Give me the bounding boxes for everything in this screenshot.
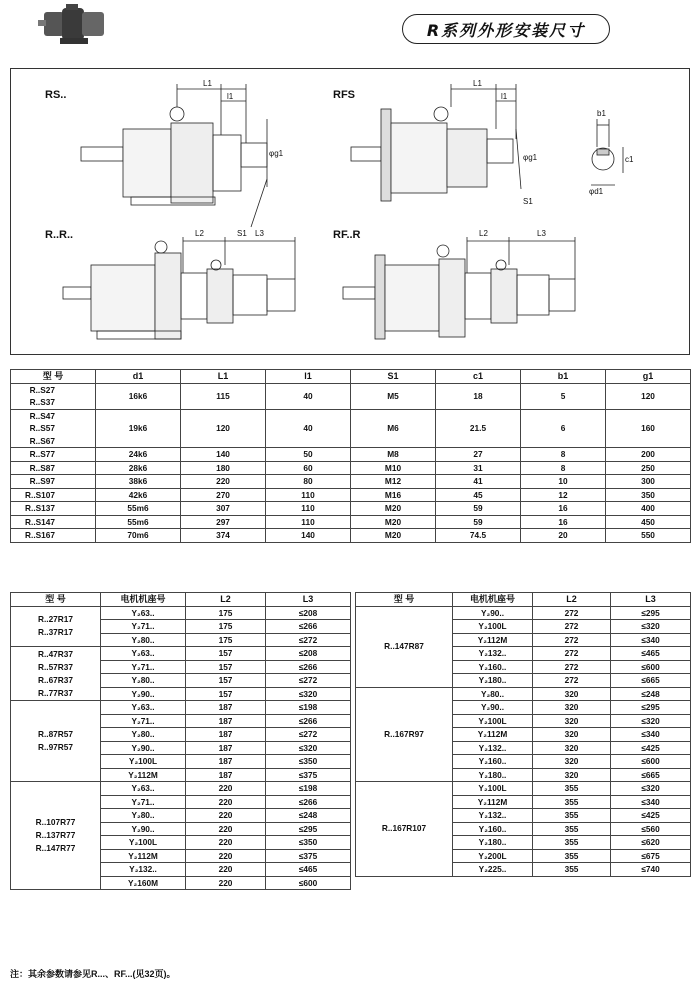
table-row <box>356 687 691 701</box>
l2-cell: 355 <box>533 849 611 863</box>
cell-b1: 16 <box>521 515 606 529</box>
model-cell <box>11 383 96 409</box>
cell-d1: 16k6 <box>96 383 181 409</box>
table-row <box>11 409 691 448</box>
table-header-cell: 型 号 <box>356 593 453 607</box>
l2-cell: 175 <box>186 633 266 647</box>
l2-cell: 187 <box>186 728 266 742</box>
table-row <box>356 606 691 620</box>
cell-d1: 55m6 <box>96 515 181 529</box>
label-rfs: RFS <box>333 89 355 101</box>
motor-frame-cell: Y₂63.. <box>101 647 186 661</box>
l3-cell: ≤600 <box>611 660 691 674</box>
cell-d1: 55m6 <box>96 502 181 516</box>
model-name: R..87R57 <box>37 729 74 739</box>
model-name: R..S57 <box>29 423 55 433</box>
cell-L1: 270 <box>181 488 266 502</box>
l3-cell: ≤208 <box>266 606 351 620</box>
motor-frame-cell: Y₂180.. <box>453 674 533 688</box>
motor-frame-cell: Y₂132.. <box>453 647 533 661</box>
l3-cell: ≤320 <box>611 714 691 728</box>
motor-frame-cell: Y₂90.. <box>453 701 533 715</box>
rr-gearbox-drawing <box>63 237 295 339</box>
l3-cell: ≤266 <box>266 795 351 809</box>
cell-l1: 140 <box>266 529 351 543</box>
motor-frame-cell: Y₂112M <box>453 795 533 809</box>
l3-cell: ≤198 <box>266 701 351 715</box>
motor-frame-cell: Y₂112M <box>101 768 186 782</box>
cell-L1: 115 <box>181 383 266 409</box>
cell-b1: 16 <box>521 502 606 516</box>
cell-b1: 8 <box>521 448 606 462</box>
label-rfr: RF..R <box>333 229 361 241</box>
l3-cell: ≤340 <box>611 633 691 647</box>
cell-g1: 200 <box>606 448 691 462</box>
model-name: R..S47 <box>29 410 55 421</box>
model-cell <box>11 606 101 647</box>
model-name: R..S137 <box>25 503 55 513</box>
motor-frame-cell: Y₂90.. <box>101 741 186 755</box>
l3-cell: ≤425 <box>611 741 691 755</box>
l3-cell: ≤425 <box>611 809 691 823</box>
cell-S1: M6 <box>351 409 436 448</box>
cell-S1: M16 <box>351 488 436 502</box>
cell-g1: 550 <box>606 529 691 543</box>
motor-table-left <box>10 592 351 890</box>
table-header-cell: d1 <box>96 370 181 384</box>
l2-cell: 355 <box>533 795 611 809</box>
motor-frame-cell: Y₂80.. <box>453 687 533 701</box>
cell-c1: 31 <box>436 461 521 475</box>
l2-cell: 272 <box>533 647 611 661</box>
motor-frame-cell: Y₂80.. <box>101 674 186 688</box>
dim-L2: L2 <box>195 229 204 238</box>
motor-frame-cell: Y₂63.. <box>101 782 186 796</box>
model-name: R..77R37 <box>37 687 74 698</box>
table-row <box>11 647 351 661</box>
table-header-cell: L2 <box>186 593 266 607</box>
rs-gearbox-drawing <box>81 84 267 227</box>
cell-l1: 80 <box>266 475 351 489</box>
l2-cell: 187 <box>186 741 266 755</box>
l3-cell: ≤266 <box>266 620 351 634</box>
l2-cell: 355 <box>533 809 611 823</box>
cell-d1: 70m6 <box>96 529 181 543</box>
dim-L3: L3 <box>255 229 264 238</box>
motor-frame-cell: Y₂71.. <box>101 620 186 634</box>
l2-cell: 320 <box>533 701 611 715</box>
model-name: R..167R97 <box>384 728 424 739</box>
cell-l1: 40 <box>266 383 351 409</box>
table-header-cell: L2 <box>533 593 611 607</box>
model-name: R..S97 <box>29 476 55 486</box>
l3-cell: ≤272 <box>266 674 351 688</box>
cell-c1: 45 <box>436 488 521 502</box>
motor-table-right <box>355 592 691 877</box>
motor-frame-cell: Y₂80.. <box>101 633 186 647</box>
header <box>0 0 700 58</box>
model-cell <box>356 687 453 782</box>
model-name: R..47R37 <box>37 648 74 659</box>
motor-frame-cell: Y₂112M <box>453 728 533 742</box>
table-row <box>11 461 691 475</box>
cell-d1: 28k6 <box>96 461 181 475</box>
table-header-cell: L3 <box>611 593 691 607</box>
model-name: R..S67 <box>29 435 55 446</box>
l3-cell: ≤295 <box>611 606 691 620</box>
l3-cell: ≤375 <box>266 768 351 782</box>
model-name: R..S167 <box>25 530 55 540</box>
cell-c1: 59 <box>436 515 521 529</box>
motor-frame-cell: Y₂100L <box>453 782 533 796</box>
l2-cell: 175 <box>186 606 266 620</box>
l2-cell: 272 <box>533 620 611 634</box>
l2-cell: 320 <box>533 687 611 701</box>
motor-frame-cell: Y₂160.. <box>453 755 533 769</box>
l3-cell: ≤266 <box>266 714 351 728</box>
dim-rfs-S1: S1 <box>523 197 533 206</box>
motor-frame-cell: Y₂80.. <box>101 809 186 823</box>
l3-cell: ≤600 <box>266 876 351 890</box>
motor-frame-cell: Y₂160.. <box>453 660 533 674</box>
cell-c1: 74.5 <box>436 529 521 543</box>
cell-L1: 180 <box>181 461 266 475</box>
l3-cell: ≤340 <box>611 728 691 742</box>
l2-cell: 187 <box>186 768 266 782</box>
dim-rfr-L2: L2 <box>479 229 488 238</box>
model-name: R..107R77 <box>35 817 76 827</box>
l2-cell: 157 <box>186 660 266 674</box>
l2-cell: 220 <box>186 782 266 796</box>
label-rs: RS.. <box>45 89 67 101</box>
table-row <box>11 502 691 516</box>
model-cell <box>11 475 96 489</box>
cell-S1: M10 <box>351 461 436 475</box>
l2-cell: 272 <box>533 660 611 674</box>
motor-frame-cell: Y₂90.. <box>101 687 186 701</box>
dim-g1: φg1 <box>269 149 284 158</box>
cell-b1: 10 <box>521 475 606 489</box>
cell-c1: 59 <box>436 502 521 516</box>
l3-cell: ≤600 <box>611 755 691 769</box>
l2-cell: 355 <box>533 822 611 836</box>
motor-frame-cell: Y₂132.. <box>453 809 533 823</box>
model-name: R..S37 <box>29 397 55 407</box>
cell-g1: 400 <box>606 502 691 516</box>
l2-cell: 320 <box>533 768 611 782</box>
l2-cell: 220 <box>186 822 266 836</box>
model-cell <box>11 502 96 516</box>
dim-l1: l1 <box>227 92 234 101</box>
motor-frame-cell: Y₂112M <box>453 633 533 647</box>
l2-cell: 220 <box>186 795 266 809</box>
l2-cell: 320 <box>533 728 611 742</box>
l3-cell: ≤665 <box>611 674 691 688</box>
model-name: R..37R17 <box>37 627 74 638</box>
l3-cell: ≤465 <box>266 863 351 877</box>
model-cell <box>11 647 101 701</box>
l3-cell: ≤675 <box>611 849 691 863</box>
l3-cell: ≤350 <box>266 836 351 850</box>
label-rr: R..R.. <box>45 229 74 241</box>
motor-frame-cell: Y₂100L <box>453 620 533 634</box>
cell-L1: 120 <box>181 409 266 448</box>
table-row <box>356 782 691 796</box>
model-name: R..S107 <box>25 489 55 500</box>
rfs-gearbox-drawing <box>351 84 521 201</box>
cell-S1: M20 <box>351 529 436 543</box>
table-header-cell: L1 <box>181 370 266 384</box>
cell-L1: 220 <box>181 475 266 489</box>
motor-frame-cell: Y₂80.. <box>101 728 186 742</box>
table-header-cell: l1 <box>266 370 351 384</box>
cell-d1: 42k6 <box>96 488 181 502</box>
model-name: R..137R77 <box>35 830 76 840</box>
table-header-cell: 电机机座号 <box>453 593 533 607</box>
dim-S1: S1 <box>237 229 247 238</box>
l2-cell: 320 <box>533 741 611 755</box>
l2-cell: 220 <box>186 836 266 850</box>
cell-g1: 450 <box>606 515 691 529</box>
motor-frame-cell: Y₂200L <box>453 849 533 863</box>
model-cell <box>11 488 96 502</box>
model-name: R..167R107 <box>381 823 427 834</box>
motor-frame-cell: Y₂71.. <box>101 660 186 674</box>
l2-cell: 355 <box>533 863 611 877</box>
model-cell <box>11 409 96 448</box>
cell-g1: 250 <box>606 461 691 475</box>
motor-frame-cell: Y₂100L <box>453 714 533 728</box>
dimension-table-s <box>10 369 691 543</box>
dim-rfs-l1: l1 <box>501 92 508 101</box>
l3-cell: ≤740 <box>611 863 691 877</box>
cell-l1: 50 <box>266 448 351 462</box>
table-header-cell: 型 号 <box>11 593 101 607</box>
l2-cell: 157 <box>186 647 266 661</box>
model-cell <box>356 782 453 877</box>
shaft-key-detail <box>591 119 623 185</box>
motor-frame-cell: Y₂112M <box>101 849 186 863</box>
l2-cell: 175 <box>186 620 266 634</box>
model-name: R..57R37 <box>37 661 74 672</box>
l2-cell: 187 <box>186 714 266 728</box>
table-header-cell: 型 号 <box>11 370 96 384</box>
model-name: R..S77 <box>29 449 55 459</box>
dim-L1: L1 <box>203 79 212 88</box>
cell-l1: 60 <box>266 461 351 475</box>
l2-cell: 320 <box>533 755 611 769</box>
gearmotor-photo <box>38 2 108 50</box>
l3-cell: ≤198 <box>266 782 351 796</box>
cell-S1: M12 <box>351 475 436 489</box>
l2-cell: 220 <box>186 809 266 823</box>
l2-cell: 355 <box>533 782 611 796</box>
motor-frame-cell: Y₂132.. <box>453 741 533 755</box>
l3-cell: ≤295 <box>266 822 351 836</box>
cell-S1: M20 <box>351 515 436 529</box>
l3-cell: ≤620 <box>611 836 691 850</box>
l3-cell: ≤350 <box>266 755 351 769</box>
model-cell <box>11 701 101 782</box>
l3-cell: ≤272 <box>266 633 351 647</box>
cell-d1: 24k6 <box>96 448 181 462</box>
cell-L1: 307 <box>181 502 266 516</box>
l3-cell: ≤295 <box>611 701 691 715</box>
motor-frame-cell: Y₂180.. <box>453 768 533 782</box>
model-name: R..147R77 <box>35 843 76 853</box>
cell-d1: 38k6 <box>96 475 181 489</box>
motor-frame-cell: Y₂90.. <box>101 822 186 836</box>
l3-cell: ≤320 <box>611 782 691 796</box>
table-row <box>11 383 691 409</box>
dim-rfr-L3: L3 <box>537 229 546 238</box>
motor-frame-cell: Y₂71.. <box>101 714 186 728</box>
table-header-cell: c1 <box>436 370 521 384</box>
cell-b1: 6 <box>521 409 606 448</box>
table-header-cell: L3 <box>266 593 351 607</box>
cell-S1: M20 <box>351 502 436 516</box>
l3-cell: ≤665 <box>611 768 691 782</box>
table-header-cell: g1 <box>606 370 691 384</box>
table-row <box>11 782 351 796</box>
cell-l1: 110 <box>266 488 351 502</box>
cell-l1: 110 <box>266 515 351 529</box>
model-name: R..27R17 <box>37 614 74 625</box>
cell-L1: 140 <box>181 448 266 462</box>
l3-cell: ≤320 <box>266 687 351 701</box>
table-header-cell: b1 <box>521 370 606 384</box>
l2-cell: 187 <box>186 755 266 769</box>
motor-frame-cell: Y₂63.. <box>101 701 186 715</box>
cell-l1: 110 <box>266 502 351 516</box>
l2-cell: 187 <box>186 701 266 715</box>
motor-frame-cell: Y₂71.. <box>101 795 186 809</box>
motor-frame-cell: Y₂100L <box>101 755 186 769</box>
cell-b1: 20 <box>521 529 606 543</box>
l3-cell: ≤560 <box>611 822 691 836</box>
l2-cell: 272 <box>533 674 611 688</box>
table-row <box>11 529 691 543</box>
l3-cell: ≤248 <box>266 809 351 823</box>
model-name: R..S87 <box>29 462 55 473</box>
l2-cell: 320 <box>533 714 611 728</box>
dim-b1: b1 <box>597 109 606 118</box>
cell-g1: 120 <box>606 383 691 409</box>
l2-cell: 220 <box>186 876 266 890</box>
l2-cell: 272 <box>533 633 611 647</box>
table-row <box>11 701 351 715</box>
motor-frame-cell: Y₂225.. <box>453 863 533 877</box>
table-row <box>11 475 691 489</box>
model-name: R..S27 <box>29 384 55 395</box>
dim-c1: c1 <box>625 155 634 164</box>
model-name: R..147R87 <box>384 641 424 651</box>
cell-l1: 40 <box>266 409 351 448</box>
model-cell <box>356 606 453 687</box>
model-cell <box>11 461 96 475</box>
cell-c1: 41 <box>436 475 521 489</box>
l3-cell: ≤320 <box>611 620 691 634</box>
dim-d1: φd1 <box>589 187 604 196</box>
footnote: 注：其余参数请参见R...、RF...(见32页)。 <box>10 969 176 979</box>
cell-c1: 18 <box>436 383 521 409</box>
l2-cell: 220 <box>186 849 266 863</box>
l2-cell: 157 <box>186 687 266 701</box>
cell-d1: 19k6 <box>96 409 181 448</box>
motor-frame-cell: Y₂160.. <box>453 822 533 836</box>
page-title: R系列外形安装尺寸 <box>402 14 610 44</box>
motor-frame-cell: Y₂100L <box>101 836 186 850</box>
model-cell <box>11 529 96 543</box>
l3-cell: ≤320 <box>266 741 351 755</box>
motor-frame-cell: Y₂63.. <box>101 606 186 620</box>
model-name: R..67R37 <box>37 674 74 685</box>
motor-frame-cell: Y₂90.. <box>453 606 533 620</box>
cell-L1: 297 <box>181 515 266 529</box>
l3-cell: ≤208 <box>266 647 351 661</box>
l2-cell: 157 <box>186 674 266 688</box>
model-name: R..S147 <box>25 516 55 527</box>
table-row <box>11 448 691 462</box>
table-row <box>11 488 691 502</box>
rfr-gearbox-drawing <box>343 237 575 339</box>
cell-b1: 8 <box>521 461 606 475</box>
l3-cell: ≤266 <box>266 660 351 674</box>
l3-cell: ≤375 <box>266 849 351 863</box>
cell-L1: 374 <box>181 529 266 543</box>
l2-cell: 220 <box>186 863 266 877</box>
motor-frame-cell: Y₂180.. <box>453 836 533 850</box>
l3-cell: ≤248 <box>611 687 691 701</box>
motor-frame-cell: Y₂160M <box>101 876 186 890</box>
cell-b1: 5 <box>521 383 606 409</box>
model-cell <box>11 515 96 529</box>
table-row <box>11 515 691 529</box>
l3-cell: ≤465 <box>611 647 691 661</box>
l3-cell: ≤340 <box>611 795 691 809</box>
cell-g1: 300 <box>606 475 691 489</box>
model-name: R..97R57 <box>37 742 74 752</box>
motor-frame-cell: Y₂132.. <box>101 863 186 877</box>
table-row <box>11 606 351 620</box>
cell-c1: 27 <box>436 448 521 462</box>
cell-b1: 12 <box>521 488 606 502</box>
cell-S1: M5 <box>351 383 436 409</box>
table-header-cell: 电机机座号 <box>101 593 186 607</box>
l2-cell: 355 <box>533 836 611 850</box>
model-cell <box>11 782 101 890</box>
model-cell <box>11 448 96 462</box>
dim-rfs-g1: φg1 <box>523 153 538 162</box>
dim-rfs-L1: L1 <box>473 79 482 88</box>
l3-cell: ≤272 <box>266 728 351 742</box>
table-header-cell: S1 <box>351 370 436 384</box>
cell-S1: M8 <box>351 448 436 462</box>
cell-c1: 21.5 <box>436 409 521 448</box>
dimension-drawing <box>10 68 690 355</box>
l2-cell: 272 <box>533 606 611 620</box>
cell-g1: 160 <box>606 409 691 448</box>
cell-g1: 350 <box>606 488 691 502</box>
